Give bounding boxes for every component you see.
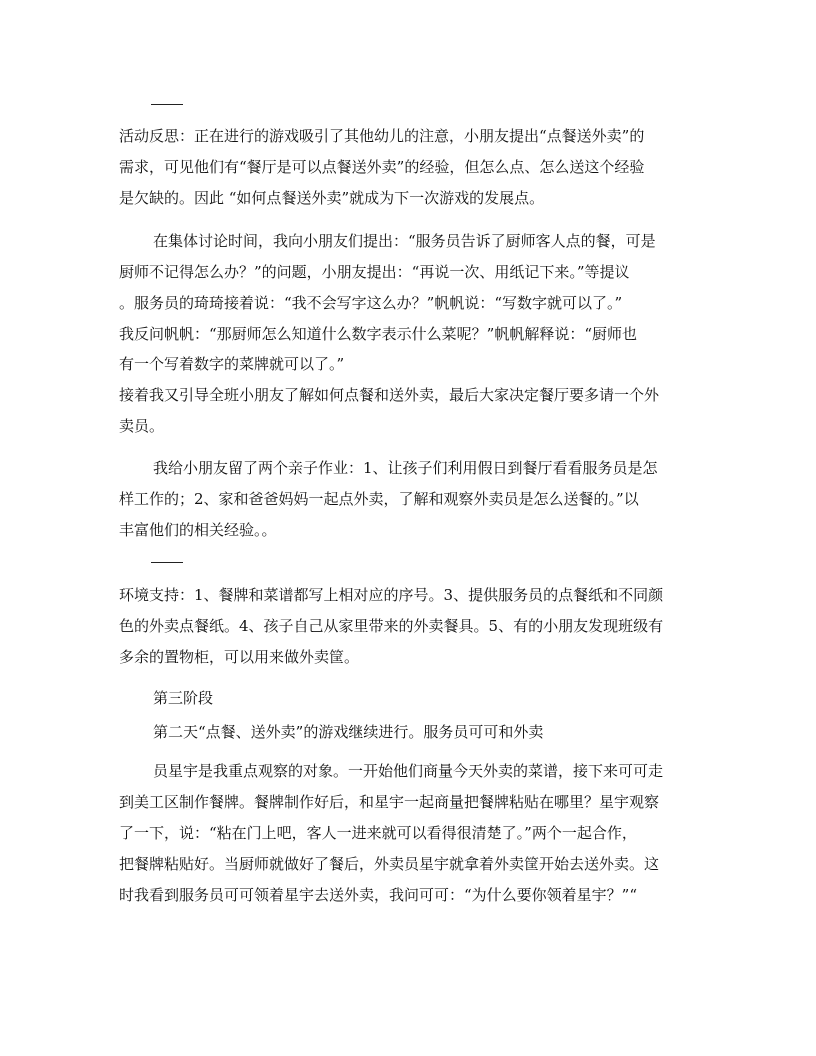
text-line: 了一下，说：“粘在门上吧，客人一进来就可以看得很清楚了。”两个一起合作， [119,824,637,842]
text-line: 厨师不记得怎么办？”的问题，小朋友提出：“再说一次、用纸记下来。”等提议 [119,263,630,281]
text-line: 在集体讨论时间，我向小朋友们提出：“服务员告诉了厨师客人点的餐，可是 [153,232,656,250]
text-line: 。服务员的琦琦接着说：“我不会写字这么办？”帆帆说：“写数字就可以了。” [119,294,623,312]
text-line: 活动反思：正在进行的游戏吸引了其他幼儿的注意，小朋友提出“点餐送外卖”的 [119,127,645,145]
text-line: 时我看到服务员可可领着星宇去送外卖，我问可可：“为什么要你领着星宇？”“ [119,886,638,904]
text-line: 多余的置物柜，可以用来做外卖筐。 [119,648,360,666]
text-line: 我反问帆帆：“那厨师怎么知道什么数字表示什么菜呢？”帆帆解释说：“厨师也 [119,325,638,343]
section-divider [151,104,183,105]
text-line: 色的外卖点餐纸。4、孩子自己从家里带来的外卖餐具。5、有的小朋友发现班级有 [119,617,664,635]
section-divider [151,562,183,563]
text-line: 我给小朋友留了两个亲子作业：1、让孩子们利用假日到餐厅看看服务员是怎 [153,459,658,477]
text-line: 有一个写着数字的菜牌就可以了。” [119,355,345,373]
text-line: 样工作的；2、家和爸爸妈妈一起点外卖，了解和观察外卖员是怎么送餐的。”以 [119,490,639,508]
text-line: 需求，可见他们有“餐厅是可以点餐送外卖”的经验，但怎么点、怎么送这个经验 [119,158,645,176]
text-line: 丰富他们的相关经验。。 [119,521,277,539]
section-heading: 第三阶段 [153,689,214,707]
text-line: 接着我又引导全班小朋友了解如何点餐和送外卖，最后大家决定餐厅要多请一个外 [119,386,660,404]
text-line: 卖员。 [119,417,165,435]
text-line: 第二天“点餐、送外卖”的游戏继续进行。服务员可可和外卖 [153,723,544,741]
text-line: 员星宇是我重点观察的对象。一开始他们商量今天外卖的菜谱，接下来可可走 [153,762,664,780]
text-line: 是欠缺的。因此 “如何点餐送外卖”就成为下一次游戏的发展点。 [119,189,545,207]
text-line: 到美工区制作餐牌。餐牌制作好后，和星宇一起商量把餐牌粘贴在哪里？星宇观察 [119,793,660,811]
text-line: 环境支持：1、餐牌和菜谱都写上相对应的序号。3、提供服务员的点餐纸和不同颜 [119,586,664,604]
text-line: 把餐牌粘贴好。当厨师就做好了餐后，外卖员星宇就拿着外卖筐开始去送外卖。这 [119,855,660,873]
